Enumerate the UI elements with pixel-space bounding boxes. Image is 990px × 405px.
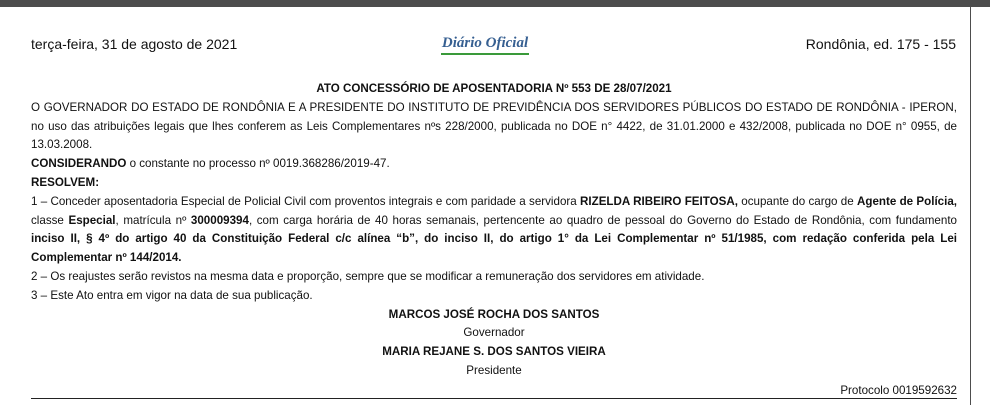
signer-2-name: MARIA REJANE S. DOS SANTOS VIEIRA (382, 345, 606, 359)
item-1 (31, 193, 957, 268)
legal-basis: inciso II, § 4º do artigo 40 da Constituição Federal c/c alínea “b”, do inciso II, do artigo 1° da Lei Complementar nº 51/1985, com redação conferida pela Lei Complementar nº 144/2014. (31, 232, 957, 265)
beneficiary-name: RIZELDA RIBEIRO FEITOSA, (580, 194, 738, 208)
signer-1-role: Governador (463, 326, 525, 340)
job-class: Especial (68, 213, 116, 227)
act-preamble: O GOVERNADOR DO ESTADO DE RONDÔNIA E A PRESIDENTE DO INSTITUTO DE PREVIDÊNCIA DOS SERVIDORES PÚBLICOS DO ESTADO DE RONDÔNIA - IPERON, no uso das atribuições legais que lhes conferem as Leis Complementares nºs 228/2000, publicada no DOE n° 4422, de 31.01.2000 e 432/2008, publicada no DOE n° 0955, de 13.03.2008. (31, 100, 957, 152)
job-role: Agente de Polícia, (856, 194, 957, 208)
item-1-text-b: ocupante do cargo de (737, 194, 857, 208)
item-1-text-d: , matrícula nº (115, 213, 191, 227)
registration-number: 300009394 (190, 213, 249, 227)
item-1-text-e: , com carga horária de 40 horas semanais, pertencente ao quadro de pessoal do Governo do Estado de Rondônia, com fundamento (248, 213, 957, 227)
item-3: 3 – Este Ato entra em vigor na data de sua publicação. (31, 288, 313, 302)
publication-date: terça-feira, 31 de agosto de 2021 (31, 36, 238, 52)
act-body (31, 80, 957, 401)
bottom-divider (31, 398, 957, 399)
signer-1-name: MARCOS JOSÉ ROCHA DOS SANTOS (388, 307, 600, 321)
signer-2-role: Presidente (466, 363, 522, 377)
item-2: 2 – Os reajustes serão revistos na mesma data e proporção, sempre que se modificar a remuneração dos servidores em atividade. (31, 269, 705, 283)
considering-text: o constante no processo nº 0019.368286/2019-47. (126, 157, 390, 171)
window-top-bar (0, 0, 990, 7)
journal-title: Diário Oficial (441, 35, 529, 55)
considering-paragraph (31, 155, 957, 174)
item-1-text-c: classe (31, 213, 69, 227)
item-1-text-a: 1 – Conceder aposentadoria Especial de Policial Civil com proventos integrais e com paridade a servidora (31, 194, 581, 208)
act-title: ATO CONCESSÓRIO DE APOSENTADORIA Nº 553 DE 28/07/2021 (316, 82, 672, 95)
resolve-label: RESOLVEM: (31, 175, 100, 189)
edition-info: Rondônia, ed. 175 - 155 (805, 36, 956, 52)
considering-label: CONSIDERANDO (31, 157, 127, 171)
document-page (0, 7, 971, 405)
protocol-number: Protocolo 0019592632 (840, 383, 957, 397)
